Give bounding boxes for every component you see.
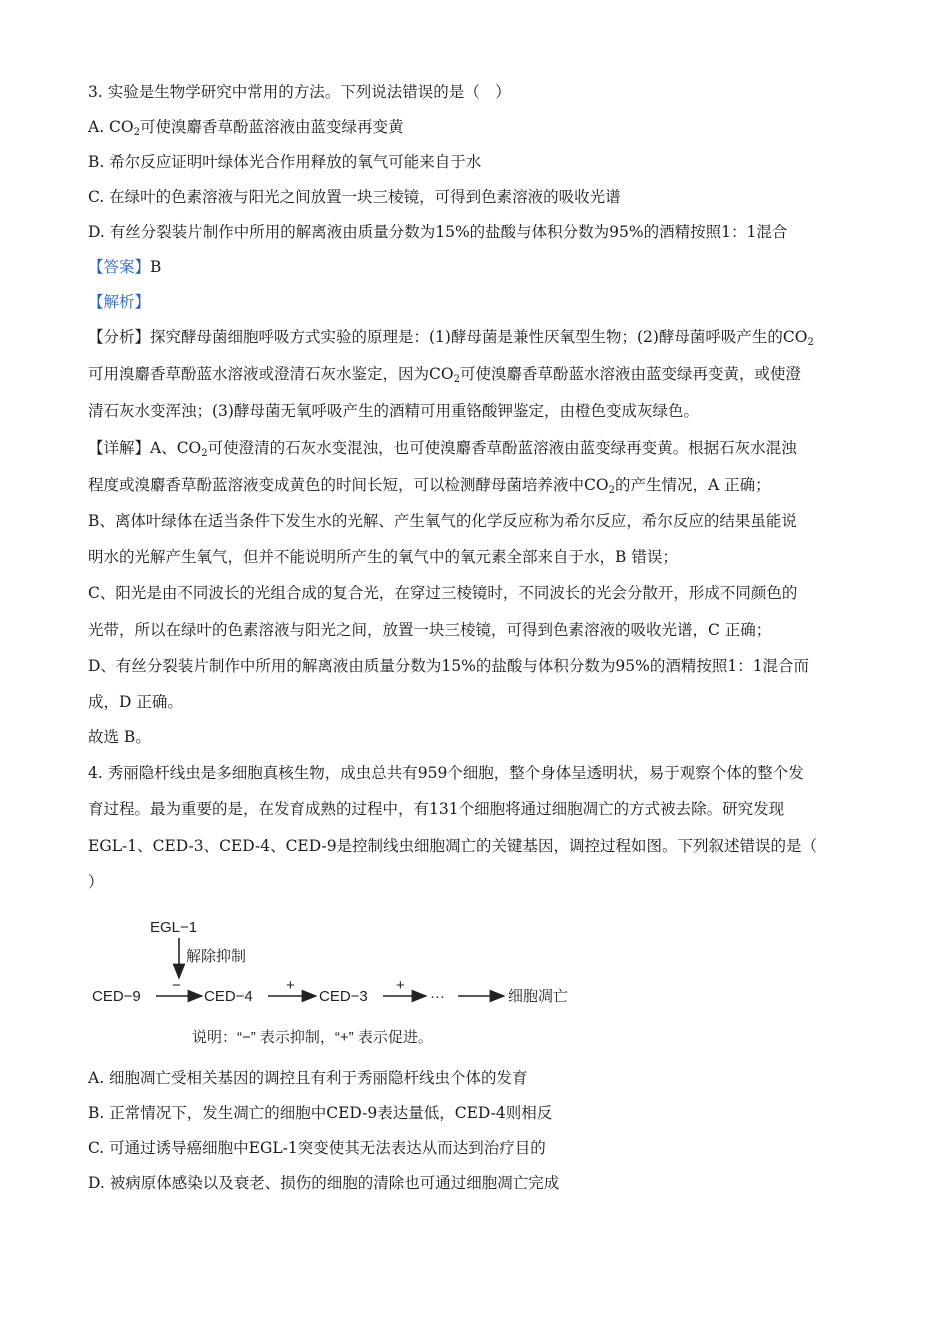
ced4-label: CED−4 xyxy=(204,988,253,1005)
subscript: 2 xyxy=(807,337,814,348)
q3-answer xyxy=(88,257,161,277)
subscript: 2 xyxy=(201,448,208,459)
q3-detail-line-8: 成，D 正确。 xyxy=(88,693,183,711)
text: 可使溴麝香草酚蓝水溶液由蓝变绿再变黄，或使澄 xyxy=(459,365,801,383)
q4-stem-line-3: EGL-1、CED-3、CED-4、CED-9是控制线虫细胞凋亡的关键基因，调控过程如图。下列叙述错误的是（ xyxy=(88,837,818,855)
q3-analysis-heading xyxy=(88,292,150,312)
q3-detail-line-7: D、有丝分裂装片制作中所用的解离液由质量分数为15%的盐酸与体积分数为95%的酒精按照1：1混合而 xyxy=(88,657,810,675)
q4-option-b: B. 正常情况下，发生凋亡的细胞中CED-9表达量低，CED-4则相反 xyxy=(88,1104,553,1122)
text: 程度或溴麝香草酚蓝溶液变成黄色的时间长短，可以检测酵母菌培养液中CO xyxy=(88,476,609,494)
q4-option-c: C. 可通过诱导癌细胞中EGL-1突变使其无法表达从而达到治疗目的 xyxy=(88,1139,546,1157)
q3-detail-line-1 xyxy=(88,438,797,458)
q3-stem: 3. 实验是生物学研究中常用的方法。下列说法错误的是（ ） xyxy=(88,83,511,101)
inhibit-sign: − xyxy=(172,977,181,994)
q3-detail-line-6: 光带，所以在绿叶的色素溶液与阳光之间，放置一块三棱镜，可得到色素溶液的吸收光谱，C 正确； xyxy=(88,621,772,639)
text: 的产生情况，A 正确； xyxy=(614,476,771,494)
text: 可使澄清的石灰水变混浊，也可使溴麝香草酚蓝溶液由蓝变绿再变黄。根据石灰水混浊 xyxy=(207,439,797,457)
text: 【分析】探究酵母菌细胞呼吸方式实验的原理是：(1)酵母菌是兼性厌氧型生物；(2)酵母菌呼吸产生的CO xyxy=(88,328,808,346)
q3-conclusion: 故选 B。 xyxy=(88,728,151,746)
q4-stem-line-1: 4. 秀丽隐杆线虫是多细胞真核生物，成虫总共有959个细胞，整个身体呈透明状，易于观察个体的整个发 xyxy=(88,764,804,782)
q3-detail-line-2 xyxy=(88,475,771,495)
q4-stem-line-4: ） xyxy=(88,873,104,891)
q3-option-a-post: 可使溴麝香草酚蓝溶液由蓝变绿再变黄 xyxy=(140,118,404,136)
promote-sign-1: + xyxy=(286,977,295,994)
q3-detail-line-5: C、阳光是由不同波长的光组合成的复合光，在穿过三棱镜时，不同波长的光会分散开，形成不同颜色的 xyxy=(88,584,798,602)
analysis-tag: 【解析】 xyxy=(88,293,151,311)
ced9-label: CED−9 xyxy=(92,988,141,1005)
q3-detail-line-3: B、离体叶绿体在适当条件下发生水的光解、产生氧气的化学反应称为希尔反应，希尔反应的结果虽能说 xyxy=(88,512,797,530)
regulation-diagram xyxy=(88,908,608,1053)
q3-analysis-line-3: 清石灰水变浑浊；(3)酵母菌无氧呼吸产生的酒精可用重铬酸钾鉴定，由橙色变成灰绿色。 xyxy=(88,402,699,420)
q3-option-a xyxy=(88,117,404,137)
regulation-diagram-svg xyxy=(88,908,608,1053)
apoptosis-label: 细胞凋亡 xyxy=(508,988,569,1005)
text: 可用溴麝香草酚蓝水溶液或澄清石灰水鉴定，因为CO xyxy=(88,365,454,383)
legend-note: 说明：“−” 表示抑制，“+” 表示促进。 xyxy=(192,1029,433,1046)
text: 【详解】A、CO xyxy=(88,439,202,457)
release-label: 解除抑制 xyxy=(186,948,247,965)
q3-option-b: B. 希尔反应证明叶绿体光合作用释放的氧气可能来自于水 xyxy=(88,153,482,171)
subscript: 2 xyxy=(608,485,615,496)
answer-tag: 【答案】 xyxy=(88,258,151,276)
q3-option-a-pre: A. CO xyxy=(88,118,134,136)
ced3-label: CED−3 xyxy=(319,988,368,1005)
egl1-label: EGL−1 xyxy=(150,919,198,936)
q3-option-d: D. 有丝分裂装片制作中所用的解离液由质量分数为15%的盐酸与体积分数为95%的酒精按照1：1混合 xyxy=(88,223,788,241)
subscript: 2 xyxy=(453,374,460,385)
q3-option-c: C. 在绿叶的色素溶液与阳光之间放置一块三棱镜，可得到色素溶液的吸收光谱 xyxy=(88,188,621,206)
ellipsis: ··· xyxy=(430,988,445,1005)
q3-detail-line-4: 明水的光解产生氧气，但并不能说明所产生的氧气中的氧元素全部来自于水，B 错误； xyxy=(88,548,678,566)
answer-value: B xyxy=(150,258,162,276)
promote-sign-2: + xyxy=(396,977,405,994)
q3-analysis-line-2 xyxy=(88,364,801,384)
q4-stem-line-2: 育过程。最为重要的是，在发育成熟的过程中，有131个细胞将通过细胞凋亡的方式被去除。研究发现 xyxy=(88,800,785,818)
q4-option-d: D. 被病原体感染以及衰老、损伤的细胞的清除也可通过细胞凋亡完成 xyxy=(88,1174,560,1192)
subscript: 2 xyxy=(133,127,140,138)
q3-analysis-line-1 xyxy=(88,327,814,347)
q4-option-a: A. 细胞凋亡受相关基因的调控且有利于秀丽隐杆线虫个体的发育 xyxy=(88,1069,528,1087)
